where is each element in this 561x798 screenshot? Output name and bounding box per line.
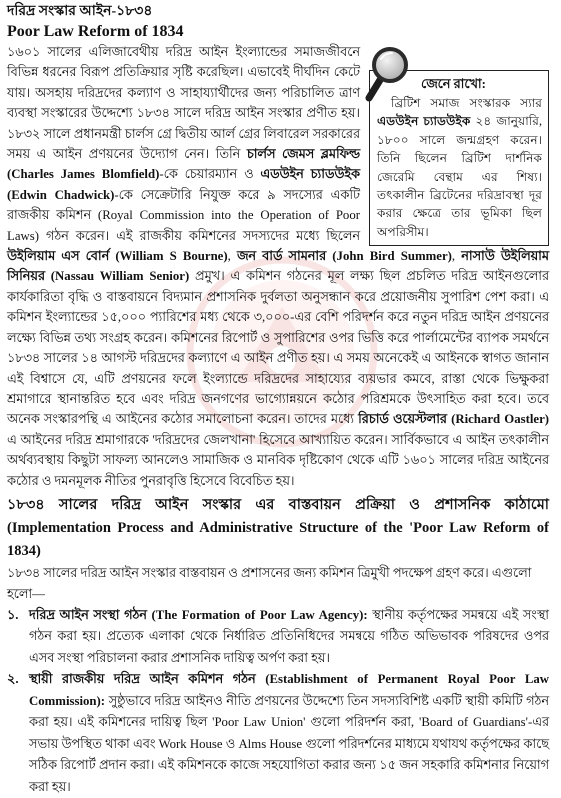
person-name: জন বার্ড সামনার (John Bird Summer) (236, 249, 452, 264)
note-person-name: এডউইন চ্যাডউইক (377, 114, 471, 129)
note-heading: জেনে রাখো: (421, 77, 486, 91)
section-intro: ১৮৩৪ সালের দরিদ্র আইন সংস্কার বাস্তবায়ন ও প্রশাসনের জন্য কমিশন ত্রিমুখী পদক্ষেপ গ্রহণ করে। এগুলো হলো— (7, 565, 532, 601)
list-item (7, 669, 549, 798)
note-body (377, 94, 542, 241)
page-title-english: Poor Law Reform of 1834 (7, 23, 184, 40)
list-item-number: ২. (7, 672, 19, 687)
list-item-number: ১. (7, 607, 19, 622)
list-item-body: সুষ্ঠুভাবে দরিদ্র আইনও নীতি প্রণয়নের উদ্দেশ্যে তিন সদস্যবিশিষ্ট একটি স্থায়ী কমিটি গঠন করা হয়। এই কমিশনের দায়িত্ব ছিল 'Poor Law Union' গুলো পরিদর্শন করা, 'Board of Guardians'-এর সভায় উপস্থিত থাকা এবং Work House ও Alms House গুলো পরিদর্শনের মাধ্যমে যথাযথ কর্তৃপক্ষের কাছে সঠিক রিপোর্ট প্রদান করা। এই কমিশনকে কাজে সহযোগিতা করার জন্য ১৫ জন সহকারি কমিশনার নিয়োগ করা হয়। (29, 693, 549, 794)
section-heading: ১৮৩৪ সালের দরিদ্র আইন সংস্কার এর বাস্তবায়ন প্রক্রিয়া ও প্রশাসনিক কাঠামো (Implementation Process and Administrative Structure of the 'Poor Law Reform of 1834) (7, 496, 549, 559)
note-text: ব্রিটিশ সমাজ সংস্কারক স্যার (391, 96, 542, 110)
paragraph-text: -কে চেয়ারম্যান ও (159, 167, 261, 182)
list-item-title: স্থায়ী রাজকীয় দরিদ্র আইন কমিশন গঠন (Establishment of Permanent Royal Poor Law Commission): (29, 672, 549, 708)
person-name: নাসাউ উইলিয়াম সিনিয়র (Nassau William Senior) (7, 249, 549, 284)
paragraph-text: , (451, 249, 462, 264)
paragraph-text: প্রমুখ। এ কমিশন গঠনের মূল লক্ষ্য ছিল প্রচলিত দরিদ্র আইনগুলোর কার্যকারিতা বৃদ্ধি ও বাস্তবায়নে বিদ্যমান প্রশাসনিক দুর্বলতা অনুসন্ধান করে প্রয়োজনীয় সুপারিশ পেশ করা। এ কমিশন ইংল্যান্ডের ১৫,০০০ প্যারিশের মধ্য থেকে ৩,০০০-এর বেশি পরিদর্শন করে নতুন দরিদ্র আইন প্রণয়নের লক্ষ্যে বিভিন্ন তথ্য সংগ্রহ করেন। কমিশনের রিপোর্ট ও সুপারিশের ওপর ভিত্তি করে পার্লামেন্টের ব্যাপক সমর্থনে ১৮৩৪ সালের ১৪ আগস্ট দরিদ্রদের কল্যাণে এ আইন প্রণীত হয়। এ সময় অনেকেই এ আইনকে স্বাগত জানান এই বিশ্বাসে যে, এটি প্রণয়নের ফলে ইংল্যান্ডে দরিদ্রদের সাহায্যের ব্যয়ভার কমবে, রাস্তা থেকে ভিক্ষুকরা শ্রমাগারে স্থানান্তরিত হবে এবং দরিদ্র জনগণের ভাগ্যোন্নয়নে কঠোর পরিশ্রমকে উৎসাহিত করা হবে। তবে অনেক সংস্কারপন্থি এ আইনের কঠোর সমালোচনা করেন। তাদের মধ্যে (7, 269, 550, 427)
note-text: ২৪ জানুয়ারি, ১৮০০ সালে জন্মগ্রহণ করেন। তিনি ছিলেন ব্রিটিশ দার্শনিক জেরেমি বেন্থাম এর শিষ্য। তৎকালীন ব্রিটেনের দরিদ্রাবস্থা দূর করার ক্ষেত্রে তার ভূমিকা ছিল অপরিসীম। (377, 114, 543, 239)
paragraph-text: -কে সেক্রেটারি নিযুক্ত করে ৯ সদস্যের একটি রাজকীয় কমিশন (Royal Commission into the Operation of Poor Laws) গঠন করেন। এই রাজকীয় কমিশনের সদস্যদের মধ্যে ছিলেন (7, 187, 360, 243)
page-title-bengali: দরিদ্র সংস্কার আইন-১৮৩৪ (7, 4, 153, 19)
paragraph-text: এ আইনের দরিদ্র শ্রমাগারকে 'দরিদ্রদের জেলখানা' হিসেবে আখ্যায়িত করেন। সার্বিকভাবে এ আইন তৎকালীন অর্থব্যবস্থায় কিছুটা সাফল্য আনলেও সামাজিক ও মানবিক দৃষ্টিকোণ থেকে এটি ১৬০১ সালের দরিদ্র আইনের কঠোর ও দমনমূলক নীতির পুনরাবৃত্তি হিসেবে বিবেচিত হয়। (7, 432, 549, 488)
person-name: উইলিয়াম এস বোর্ন (William S Bourne) (7, 249, 228, 264)
person-name: রিচার্ড ওয়েস্টলার (Richard Oastler) (358, 412, 550, 427)
paragraph-text: ১৬০১ সালের এলিজাবেথীয় দরিদ্র আইন ইংল্যান্ডের সমাজজীবনে বিভিন্ন ধরনের বিরূপ প্রতিক্রিয়ার সৃষ্টি করেছিল। এভাবেই দীর্ঘদিন কেটে যায়। অসহায় দরিদ্রদের কল্যাণ ও সাহায্যার্থীদের জন্য পরিচালিত ত্রাণ ব্যবস্থা সংস্কারের উদ্দেশ্যে ১৮৩৪ সালে দরিদ্র আইন সংস্কার প্রণীত হয়। ১৮৩২ সালে প্রধানমন্ত্রী চার্লস গ্রে দ্বিতীয় আর্ল গ্রের লিবারেল সরকারের সময় এ আইন প্রণয়নের উদ্যোগ নেন। তিনি (7, 45, 360, 162)
paragraph-text: , (227, 249, 237, 264)
list-item-body: স্থানীয় কর্তৃপক্ষের সমন্বয়ে এই সংস্থা গঠন করা হয়। প্রত্যেক এলাকা থেকে নির্ধারিত প্রতিনিধিদের সমন্বয়ে গঠিত অভিভাবক পরিষদের ওপর এসব সংস্থা পরিচালনা করার প্রশাসনিক দায়িত্ব অর্পণ করা হয়। (29, 607, 549, 665)
list-item (7, 605, 549, 670)
content (7, 2, 549, 798)
person-name: চার্লস জেমস ব্লমফিল্ড (Charles James Blomfield) (7, 147, 360, 182)
list-item-title: দরিদ্র আইন সংস্থা গঠন (The Formation of Poor Law Agency): (29, 607, 368, 622)
intro-paragraph (7, 42, 549, 491)
note-box-float (369, 42, 549, 246)
magnifying-glass-icon (363, 45, 409, 103)
person-name: এডউইন চ্যাডউইক (Edwin Chadwick) (7, 167, 360, 202)
